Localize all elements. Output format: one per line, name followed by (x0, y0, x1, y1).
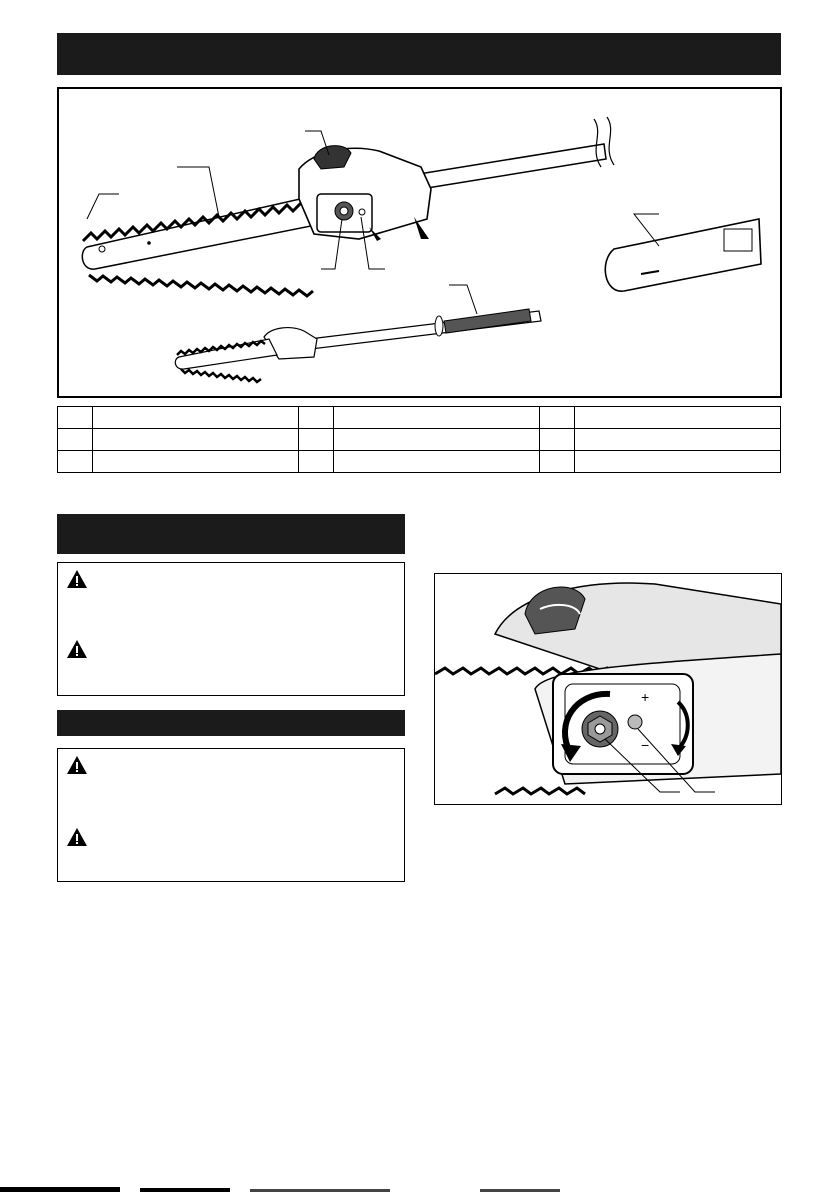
part-label (334, 451, 540, 473)
part-number (299, 451, 334, 473)
pole-grip (444, 309, 531, 333)
warning-box-1 (57, 562, 405, 696)
part-number (540, 451, 575, 473)
sub-section-header (57, 710, 405, 736)
leader-line-6 (634, 214, 659, 246)
bar-nut-closeup-frame (434, 573, 782, 805)
table-row (58, 407, 781, 429)
warning-box-2 (57, 748, 405, 882)
part-label (93, 407, 299, 429)
part-label (575, 407, 781, 429)
warning-triangle-icon (66, 569, 88, 589)
part-label (93, 429, 299, 451)
svg-text:+: + (641, 689, 650, 705)
chain-cover (605, 219, 761, 291)
leader-line-7 (449, 285, 477, 314)
part-label (575, 451, 781, 473)
small-guide-bar (175, 339, 277, 369)
part-label (334, 429, 540, 451)
part-number (58, 407, 93, 429)
part-number (58, 451, 93, 473)
part-number (540, 429, 575, 451)
part-label (575, 429, 781, 451)
table-row (58, 451, 781, 473)
pole-saw-illustration (59, 89, 780, 396)
parts-table (57, 406, 781, 473)
pole-shaft (419, 144, 606, 189)
parts-diagram-frame (57, 87, 782, 398)
safety-section-header (57, 514, 405, 554)
part-number (540, 407, 575, 429)
part-number (299, 429, 334, 451)
part-number (299, 407, 334, 429)
svg-text:−: − (641, 737, 650, 753)
table-row (58, 429, 781, 451)
warning-triangle-icon (66, 639, 88, 659)
part-label (93, 451, 299, 473)
section-header-bar (57, 33, 781, 75)
part-number (58, 429, 93, 451)
part-label (334, 407, 540, 429)
warning-triangle-icon (66, 755, 88, 775)
bar-nut-closeup-illustration (435, 574, 781, 804)
saw-chain-bottom (89, 275, 313, 296)
tension-screw (359, 209, 365, 215)
leader-line-2 (177, 167, 219, 217)
adjusting-screw (628, 715, 642, 729)
footer-strip (0, 1186, 840, 1192)
warning-triangle-icon (66, 827, 88, 847)
leader-line-1 (87, 194, 119, 219)
